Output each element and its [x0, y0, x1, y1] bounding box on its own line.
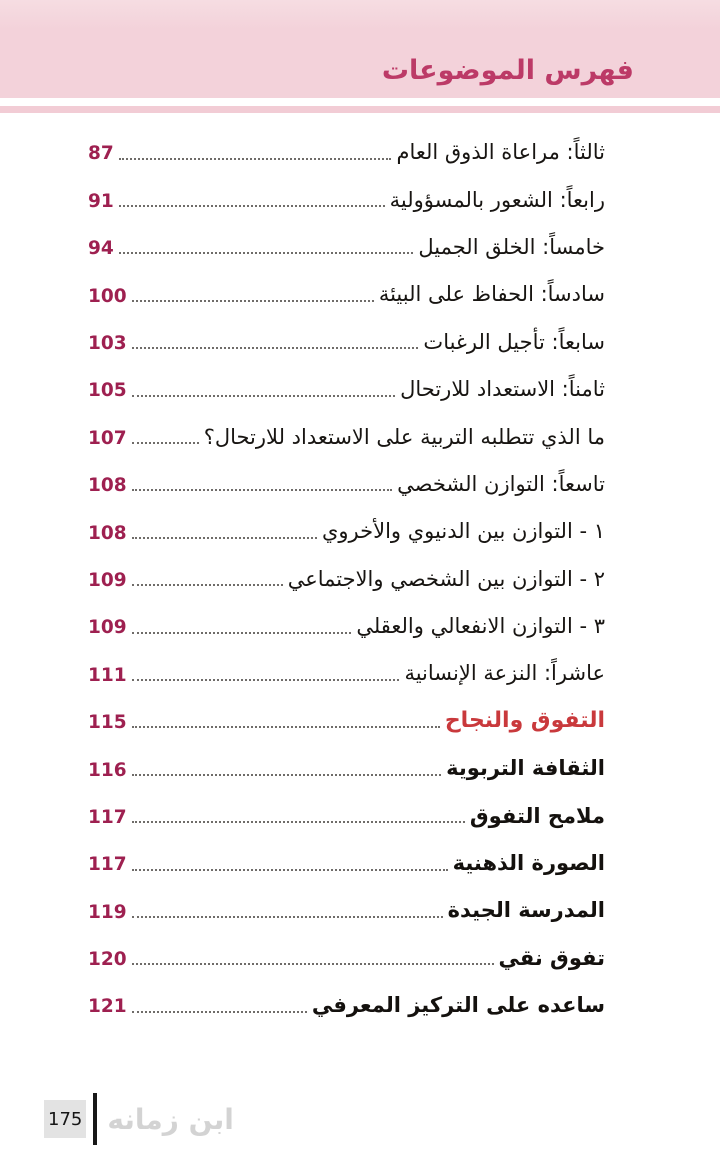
toc-entry-title: خامساً: الخلق الجميل	[418, 234, 605, 259]
toc-entry-title: ٣ - التوازن الانفعالي والعقلي	[356, 614, 605, 639]
toc-page-number: 111	[88, 664, 127, 686]
toc-page-number: 120	[88, 949, 127, 971]
toc-entry-title: المدرسة الجيدة	[447, 898, 605, 923]
toc-page-number: 115	[88, 712, 127, 734]
toc-entry[interactable]	[88, 652, 605, 699]
toc-entry[interactable]	[88, 415, 605, 462]
toc-list	[0, 131, 720, 1031]
toc-entry[interactable]	[88, 510, 605, 557]
toc-page-number: 116	[88, 759, 127, 781]
toc-entry-title: ما الذي تتطلبه التربية على الاستعداد للارتحال؟	[203, 424, 605, 449]
toc-dot-leader	[132, 774, 442, 776]
page-title: فهرس الموضوعات	[381, 55, 634, 86]
toc-dot-leader	[132, 821, 465, 823]
toc-entry-title: ١ - التوازن بين الدنيوي والأخروي	[321, 519, 605, 544]
toc-page-number: 121	[88, 996, 127, 1018]
toc-entry[interactable]	[88, 178, 605, 225]
toc-entry[interactable]	[88, 605, 605, 652]
toc-dot-leader	[132, 489, 393, 491]
toc-entry[interactable]	[88, 368, 605, 415]
toc-entry-title: سادساً: الحفاظ على البيئة	[378, 282, 605, 307]
toc-page-number: 105	[88, 380, 127, 402]
toc-entry-title: الصورة الذهنية	[452, 851, 605, 876]
toc-entry-title: الثقافة التربوية	[446, 756, 605, 781]
toc-entry-title: ساعده على التركيز المعرفي	[311, 993, 605, 1018]
toc-dot-leader	[132, 632, 352, 634]
toc-entry-title: رابعاً: الشعور بالمسؤولية	[389, 187, 605, 212]
footer	[44, 1093, 234, 1145]
toc-dot-leader	[132, 395, 396, 397]
toc-dot-leader	[132, 537, 317, 539]
toc-entry[interactable]	[88, 273, 605, 320]
toc-dot-leader	[132, 963, 494, 965]
toc-page-number: 109	[88, 617, 127, 639]
toc-page-number: 103	[88, 333, 127, 354]
toc-entry[interactable]	[88, 321, 605, 368]
toc-entry[interactable]	[88, 226, 605, 273]
toc-entry[interactable]	[88, 794, 605, 841]
toc-page-number: 108	[88, 475, 127, 497]
toc-dot-leader	[119, 158, 392, 160]
toc-entry[interactable]	[88, 463, 605, 510]
toc-dot-leader	[132, 300, 374, 302]
toc-dot-leader	[132, 1011, 307, 1013]
toc-entry-title: عاشراً: النزعة الإنسانية	[404, 661, 605, 686]
toc-entry[interactable]	[88, 747, 605, 794]
toc-entry-title: ملامح التفوق	[469, 803, 605, 828]
folio-page-number: 175	[44, 1100, 86, 1138]
toc-entry[interactable]	[88, 984, 605, 1031]
toc-dot-leader	[119, 205, 385, 207]
toc-entry[interactable]	[88, 700, 605, 747]
toc-entry[interactable]	[88, 889, 605, 936]
toc-dot-leader	[132, 442, 199, 444]
toc-page-number: 108	[88, 522, 127, 544]
toc-dot-leader	[132, 726, 440, 728]
toc-entry[interactable]	[88, 131, 605, 178]
toc-dot-leader	[132, 916, 443, 918]
toc-page-number: 109	[88, 569, 127, 591]
toc-entry[interactable]	[88, 937, 605, 984]
toc-dot-leader	[132, 584, 283, 586]
toc-entry-title: ٢ - التوازن بين الشخصي والاجتماعي	[287, 566, 605, 591]
toc-entry-title: سابعاً: تأجيل الرغبات	[423, 329, 605, 354]
toc-entry[interactable]	[88, 842, 605, 889]
toc-entry-title: تاسعاً: التوازن الشخصي	[397, 471, 605, 496]
header-band	[0, 0, 720, 98]
toc-page-number: 87	[88, 143, 114, 165]
toc-entry[interactable]	[88, 558, 605, 605]
toc-page-number: 94	[88, 238, 114, 260]
footer-divider-bar	[93, 1093, 97, 1145]
book-title-watermark: ابن زمانه	[107, 1102, 234, 1136]
toc-page-number: 107	[88, 427, 127, 449]
toc-page-number: 119	[88, 901, 127, 923]
toc-entry-title: ثالثاً: مراعاة الذوق العام	[396, 140, 605, 165]
toc-entry-title: التفوق والنجاح	[444, 708, 605, 734]
toc-page-number: 117	[88, 806, 127, 828]
toc-page-number: 91	[88, 190, 114, 212]
toc-dot-leader	[132, 869, 448, 871]
toc-page-number: 100	[88, 285, 127, 307]
toc-dot-leader	[119, 252, 414, 254]
toc-page-number: 117	[88, 854, 127, 876]
header-rule-divider	[0, 106, 720, 113]
toc-dot-leader	[132, 679, 400, 681]
toc-dot-leader	[132, 347, 419, 349]
toc-entry-title: تفوق نقي	[498, 945, 605, 970]
toc-entry-title: ثامناً: الاستعداد للارتحال	[400, 377, 605, 402]
